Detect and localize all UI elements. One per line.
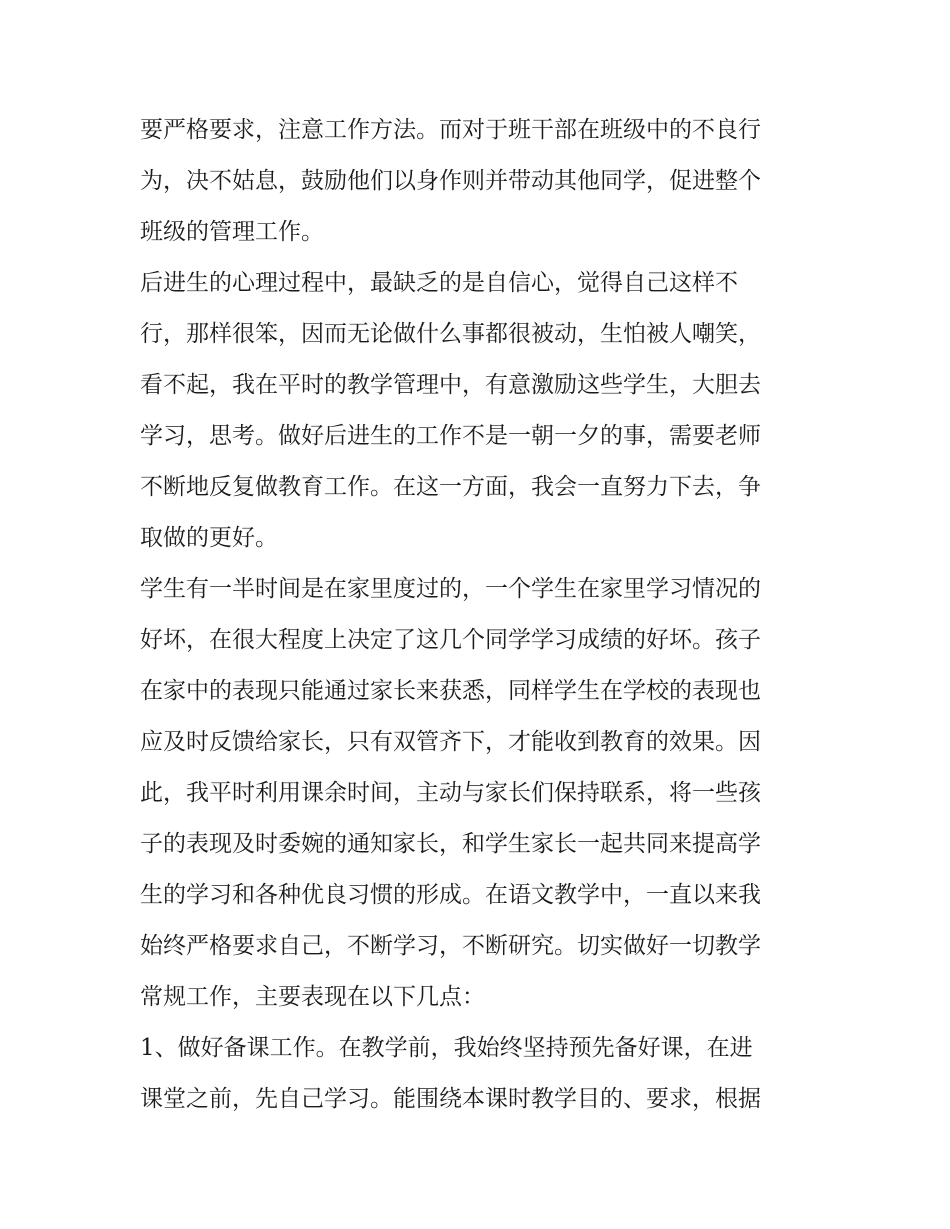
text-line: 生的学习和各种优良习惯的形成。在语文教学中，一直以来我 [140,882,761,908]
text-line: 始终严格要求自己，不断学习，不断研究。切实做好一切教学 [140,933,761,959]
text-line: 要严格要求，注意工作方法。而对于班干部在班级中的不良行 [140,117,761,143]
text-line: 学生有一半时间是在家里度过的，一个学生在家里学习情况的 [140,576,761,602]
text-line: 子的表现及时委婉的通知家长，和学生家长一起共同来提高学 [140,831,761,857]
text-line: 常规工作，主要表现在以下几点： [140,984,485,1010]
text-line: 应及时反馈给家长，只有双管齐下，才能收到教育的效果。因 [140,729,761,755]
text-line: 好坏，在很大程度上决定了这几个同学学习成绩的好坏。孩子 [140,627,761,653]
text-line: 1、做好备课工作。在教学前，我始终坚持预先备好课，在进 [140,1035,753,1061]
text-line: 后进生的心理过程中，最缺乏的是自信心，觉得自己这样不 [140,270,738,296]
text-line: 行，那样很笨，因而无论做什么事都很被动，生怕被人嘲笑， [140,321,761,347]
text-line: 在家中的表现只能通过家长来获悉，同样学生在学校的表现也 [140,678,761,704]
text-line: 取做的更好。 [140,525,278,551]
text-line: 为，决不姑息，鼓励他们以身作则并带动其他同学，促进整个 [140,168,761,194]
text-line: 学习，思考。做好后进生的工作不是一朝一夕的事，需要老师 [140,423,761,449]
text-line: 看不起，我在平时的教学管理中，有意激励这些学生，大胆去 [140,372,761,398]
text-line: 班级的管理工作。 [140,219,324,245]
text-line: 课堂之前，先自己学习。能围绕本课时教学目的、要求，根据 [140,1086,761,1112]
text-line: 不断地反复做教育工作。在这一方面，我会一直努力下去，争 [140,474,761,500]
text-line: 此，我平时利用课余时间，主动与家长们保持联系，将一些孩 [140,780,761,806]
